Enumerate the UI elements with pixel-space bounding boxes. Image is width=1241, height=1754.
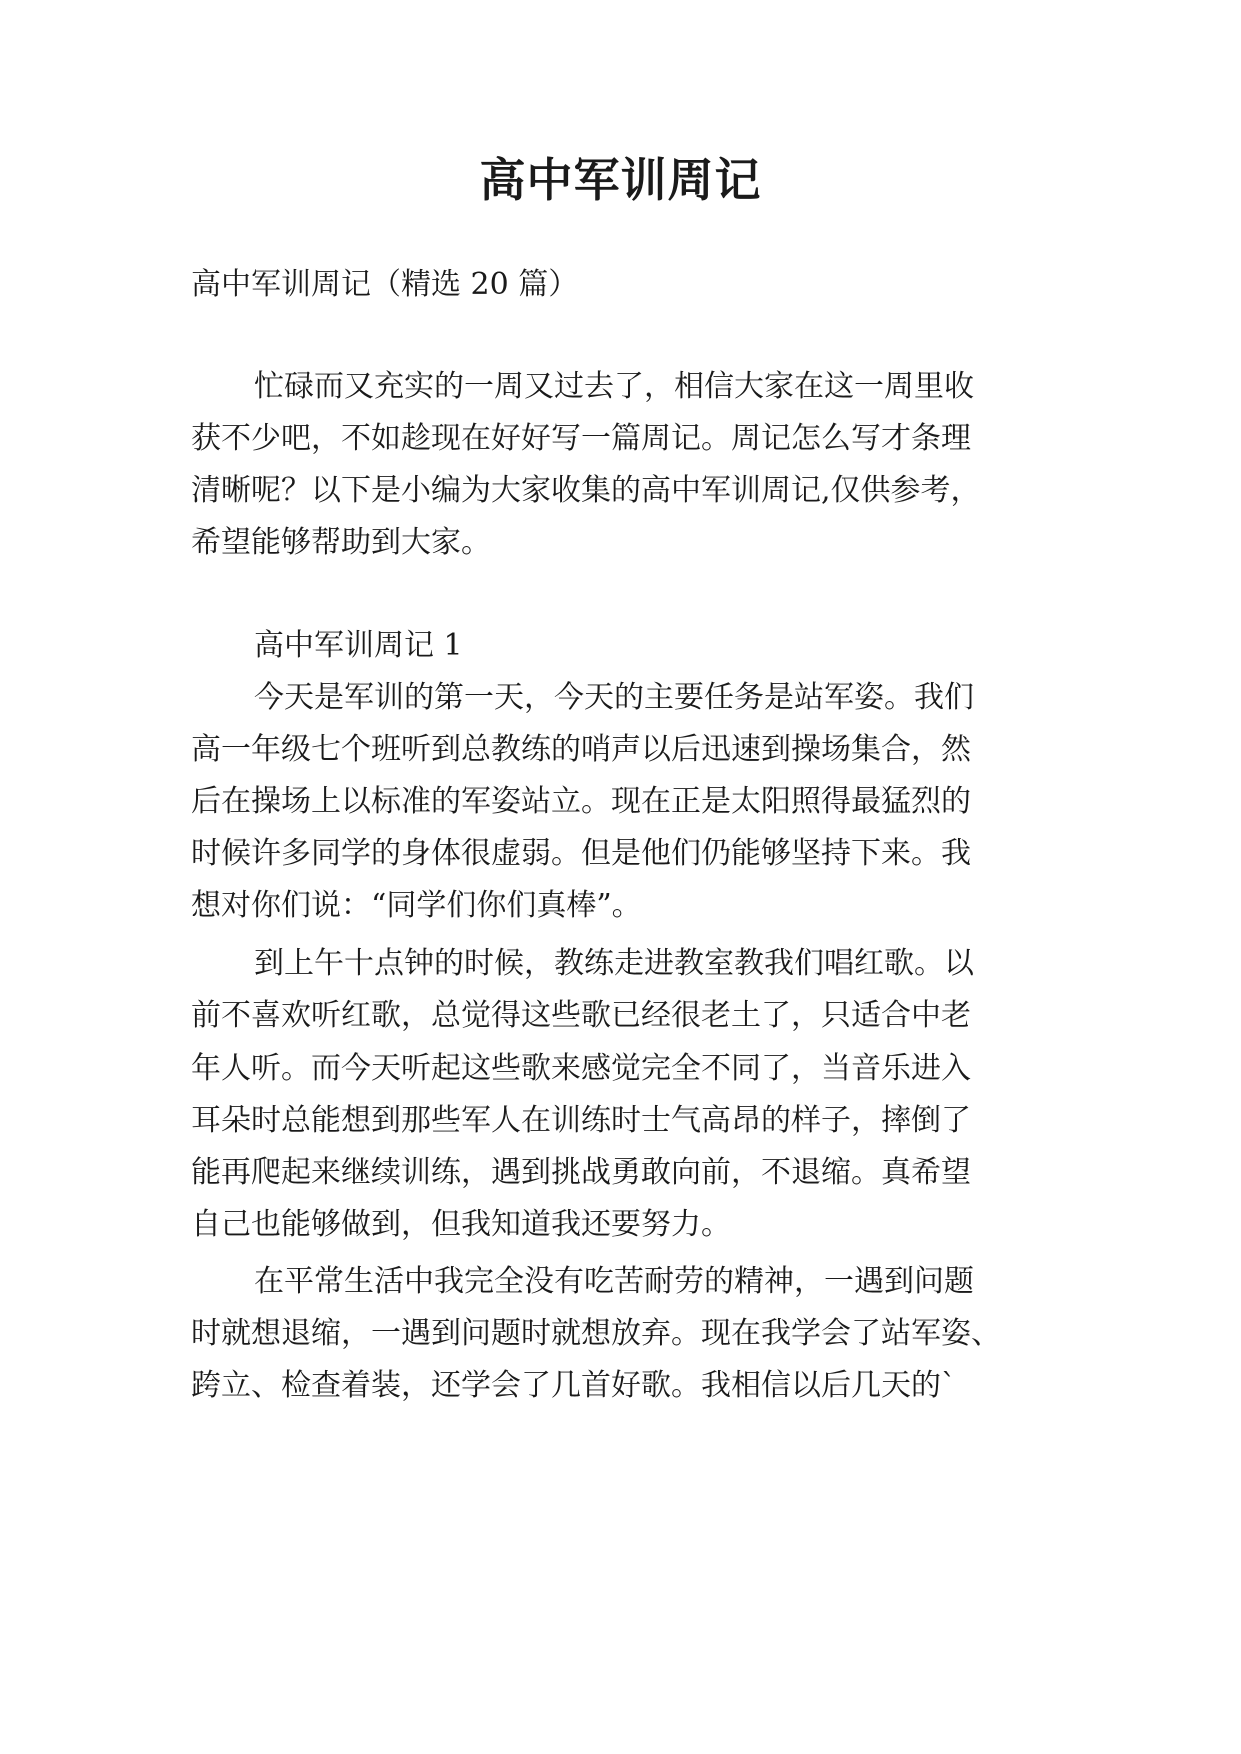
paragraph-line: 耳朵时总能想到那些军人在训练时士气高昂的样子，摔倒了 [191,1103,971,1138]
paragraph-line: 想对你们说：“同学们你们真棒”。 [191,888,642,923]
paragraph-line: 时候许多同学的身体很虚弱。但是他们仍能够坚持下来。我 [191,836,971,871]
paragraph-line: 在平常生活中我完全没有吃苦耐劳的精神，一遇到问题 [254,1264,974,1299]
section-heading: 高中军训周记 1 [254,628,463,663]
intro-line: 忙碌而又充实的一周又过去了，相信大家在这一周里收 [254,369,974,404]
intro-line: 希望能够帮助到大家。 [191,525,491,560]
paragraph-line: 高一年级七个班听到总教练的哨声以后迅速到操场集合，然 [191,732,971,767]
intro-line: 清晰呢？以下是小编为大家收集的高中军训周记,仅供参考， [191,473,981,508]
paragraph-line: 跨立、检查着装，还学会了几首好歌。我相信以后几天的` [191,1368,956,1403]
paragraph-line: 年人听。而今天听起这些歌来感觉完全不同了，当音乐进入 [191,1051,971,1086]
intro-line: 获不少吧，不如趁现在好好写一篇周记。周记怎么写才条理 [191,421,971,456]
paragraph-line: 时就想退缩，一遇到问题时就想放弃。现在我学会了站军姿、 [191,1316,1001,1351]
paragraph-line: 能再爬起来继续训练，遇到挑战勇敢向前，不退缩。真希望 [191,1155,971,1190]
paragraph-line: 前不喜欢听红歌，总觉得这些歌已经很老土了，只适合中老 [191,998,971,1033]
paragraph-line: 到上午十点钟的时候，教练走进教室教我们唱红歌。以 [254,946,974,981]
paragraph-line: 今天是军训的第一天，今天的主要任务是站军姿。我们 [254,680,974,715]
paragraph-line: 自己也能够做到，但我知道我还要努力。 [191,1207,731,1242]
paragraph-line: 后在操场上以标准的军姿站立。现在正是太阳照得最猛烈的 [191,784,971,819]
document-subtitle: 高中军训周记（精选 20 篇） [191,267,579,302]
document-title: 高中军训周记 [479,153,762,207]
